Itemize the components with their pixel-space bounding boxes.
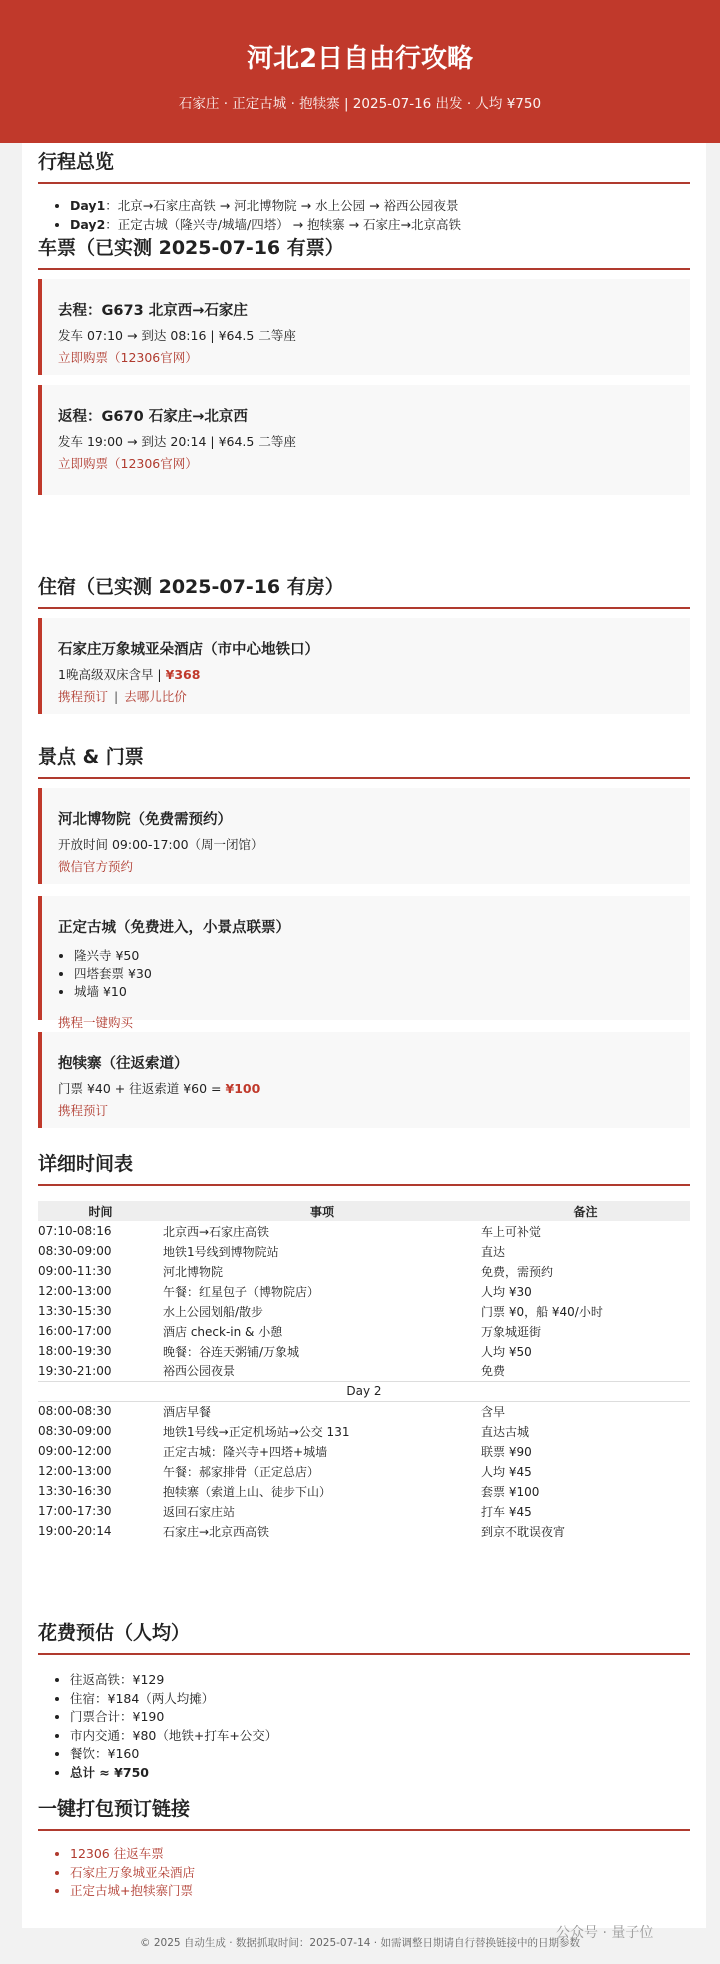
table-row [38, 1361, 690, 1381]
activity-cell: 河北博物院 [163, 1264, 224, 1279]
list-item [70, 196, 690, 215]
hotel-section [38, 572, 690, 704]
activity-cell: 正定古城：隆兴寺+四塔+城墙 [163, 1444, 328, 1459]
time-cell: 16:00-17:00 [38, 1324, 112, 1338]
sights-section [38, 742, 690, 1118]
list-item: • 往返高铁：¥129 [70, 1671, 690, 1690]
note-cell: 直达古城 [481, 1424, 530, 1439]
schedule-table [38, 1201, 690, 1541]
link-12306[interactable]: • 12306 往返车票 [70, 1845, 690, 1864]
note-cell: 打车 ¥45 [481, 1504, 532, 1519]
note-cell: 万象城逛街 [481, 1324, 542, 1339]
note-cell: 含早 [481, 1404, 506, 1419]
table-row [38, 1321, 690, 1341]
hero-banner [0, 0, 720, 143]
section-title: 花费预估（人均） [38, 1618, 690, 1655]
activity-cell: 北京西→石家庄高铁 [163, 1224, 270, 1239]
page-subtitle: 石家庄 · 正定古城 · 抱犊寨 | 2025-07-16 出发 · 人均 ¥750 [178, 96, 542, 112]
section-title: 车票（已实测 2025-07-16 有票） [38, 233, 690, 270]
ticket-title: 返程：G670 石家庄→北京西 [58, 409, 248, 425]
ticket-detail: 发车 07:10 → 到达 08:16 | ¥64.5 二等座 [58, 328, 296, 343]
overview-section [38, 147, 690, 234]
hotel-name: 石家庄万象城亚朵酒店（市中心地铁口） [58, 642, 319, 658]
activity-cell: 水上公园划船/散步 [163, 1304, 264, 1319]
col-header-note: 备注 [481, 1201, 690, 1221]
baodu-card [38, 1032, 690, 1128]
baodu-price-detail: 门票 ¥40 + 往返索道 ¥60 = [58, 1081, 226, 1096]
time-cell: 07:10-08:16 [38, 1224, 112, 1238]
activity-cell: 石家庄→北京西高铁 [163, 1524, 270, 1539]
baodu-price [58, 1080, 674, 1098]
list-item [70, 215, 690, 234]
day-divider-row [38, 1381, 690, 1401]
time-cell: 09:00-11:30 [38, 1264, 112, 1278]
ctrip-booking-link[interactable]: 携程预订 [58, 689, 109, 704]
list-item [70, 1764, 690, 1783]
budget-total: 总计 ≈ ¥750 [70, 1764, 149, 1780]
section-title: 一键打包预订链接 [38, 1794, 690, 1831]
table-row [38, 1341, 690, 1361]
ticket-detail: 发车 19:00 → 到达 20:14 | ¥64.5 二等座 [58, 434, 296, 449]
table-row [38, 1441, 690, 1461]
day-text: ：正定古城（隆兴寺/城墙/四塔） → 抱犊寨 → 石家庄→北京高铁 [105, 217, 462, 232]
activity-cell: 午餐：郝家排骨（正定总店） [163, 1464, 320, 1479]
footer-text: © 2025 自动生成 · 数据抓取时间：2025-07-14 · 如需调整日期请自行替换链接中的日期参数 [140, 1937, 580, 1949]
table-row [38, 1281, 690, 1301]
time-cell: 13:30-15:30 [38, 1304, 112, 1318]
room-type: 1晚高级双床含早 | [58, 667, 166, 682]
time-cell: 08:30-09:00 [38, 1244, 112, 1258]
time-cell: 08:30-09:00 [38, 1424, 112, 1438]
table-row [38, 1421, 690, 1441]
activity-cell: 酒店早餐 [163, 1404, 212, 1419]
buy-ticket-link[interactable]: 立即购票（12306官网） [58, 456, 198, 471]
watermark: 公众号 · 量子位 [556, 1925, 654, 1941]
buy-ticket-link[interactable]: 立即购票（12306官网） [58, 350, 198, 365]
section-title: 住宿（已实测 2025-07-16 有房） [38, 572, 690, 609]
activity-cell: 抱犊寨（索道上山、徒步下山） [163, 1484, 332, 1499]
activity-cell: 晚餐：谷连天粥铺/万象城 [163, 1344, 300, 1359]
ticket-card-outbound [38, 279, 690, 375]
schedule-section [38, 1149, 690, 1541]
day-label: Day2 [70, 217, 106, 232]
list-item: • 隆兴寺 ¥50 [74, 947, 674, 965]
museum-hours: 开放时间 09:00-17:00（周一闭馆） [58, 837, 264, 852]
table-row [38, 1301, 690, 1321]
activity-cell: 裕西公园夜景 [163, 1364, 236, 1379]
ctrip-booking-link[interactable]: 携程预订 [58, 1103, 109, 1118]
time-cell: 08:00-08:30 [38, 1404, 112, 1419]
list-item: • 四塔套票 ¥30 [74, 965, 674, 983]
page-title: 河北2日自由行攻略 [246, 44, 474, 74]
activity-cell: 地铁1号线到博物院站 [163, 1244, 279, 1259]
overview-title: 行程总览 [38, 151, 115, 173]
note-cell: 门票 ¥0，船 ¥40/小时 [481, 1304, 603, 1319]
time-cell: 19:30-21:00 [38, 1363, 112, 1378]
table-row [38, 1241, 690, 1261]
wechat-booking-link[interactable]: 微信官方预约 [58, 859, 134, 874]
activity-cell: 返回石家庄站 [163, 1504, 236, 1519]
time-cell: 12:00-13:00 [38, 1464, 112, 1478]
qunar-compare-link[interactable]: 去哪儿比价 [124, 689, 187, 704]
day-label: Day1 [70, 198, 106, 213]
booking-links-list [70, 1845, 690, 1901]
ctrip-buy-link[interactable]: 携程一键购买 [58, 1015, 134, 1030]
col-header-time: 时间 [38, 1201, 163, 1221]
hotel-links [58, 687, 674, 705]
note-cell: 车上可补觉 [481, 1224, 542, 1239]
col-header-item: 事项 [163, 1201, 481, 1221]
activity-cell: 午餐：红星包子（博物院店） [163, 1284, 320, 1299]
links-section [38, 1794, 690, 1901]
section-title [38, 147, 690, 184]
note-cell: 联票 ¥90 [481, 1444, 532, 1459]
zhengding-card [38, 896, 690, 1030]
content-panel [22, 143, 706, 1928]
table-row [38, 1401, 690, 1421]
note-cell: 到京不耽误夜宵 [481, 1524, 566, 1539]
list-item: • 门票合计：¥190 [70, 1708, 690, 1727]
time-cell: 13:30-16:30 [38, 1484, 112, 1498]
hotel-price: ¥368 [165, 667, 201, 682]
time-cell: 19:00-20:14 [38, 1524, 112, 1538]
overview-list [70, 196, 690, 234]
day2-label: Day 2 [38, 1381, 690, 1401]
museum-card [38, 788, 690, 884]
table-header-row [38, 1201, 690, 1221]
budget-list [70, 1671, 690, 1782]
activity-cell: 地铁1号线→正定机场站→公交 131 [163, 1424, 350, 1439]
note-cell: 免费 [481, 1364, 506, 1379]
hotel-card [38, 618, 690, 714]
list-item: • 餐饮：¥160 [70, 1745, 690, 1764]
ticket-card-return [38, 385, 690, 495]
table-row [38, 1461, 690, 1481]
time-cell: 17:00-17:30 [38, 1504, 112, 1518]
table-row [38, 1261, 690, 1281]
activity-cell: 酒店 check-in & 小憩 [163, 1324, 283, 1339]
list-item: • 市内交通：¥80（地铁+打车+公交） [70, 1727, 690, 1746]
museum-title: 河北博物院（免费需预约） [58, 812, 232, 828]
section-title: 详细时间表 [38, 1149, 690, 1186]
note-cell: 人均 ¥30 [481, 1284, 532, 1299]
day-text: ：北京→石家庄高铁 → 河北博物院 → 水上公园 → 裕西公园夜景 [105, 198, 459, 213]
baodu-title: 抱犊寨（往返索道） [58, 1056, 189, 1072]
time-cell: 09:00-12:00 [38, 1444, 112, 1458]
link-separator: | [114, 689, 119, 704]
time-cell: 12:00-13:00 [38, 1284, 112, 1298]
note-cell: 直达 [481, 1244, 506, 1259]
table-row [38, 1221, 690, 1241]
list-item: • 城墙 ¥10 [74, 983, 674, 1001]
list-item: • 住宿：¥184（两人均摊） [70, 1690, 690, 1709]
table-row [38, 1501, 690, 1521]
budget-section [38, 1618, 690, 1782]
zhengding-ticket-list [74, 947, 674, 1001]
hotel-room [58, 666, 674, 684]
ticket-title: 去程：G673 北京西→石家庄 [58, 303, 248, 319]
table-row [38, 1481, 690, 1501]
note-cell: 人均 ¥45 [481, 1464, 532, 1479]
table-row [38, 1521, 690, 1541]
zhengding-title: 正定古城（免费进入，小景点联票） [58, 920, 290, 936]
section-title: 景点 & 门票 [38, 742, 690, 779]
link-hotel[interactable]: • 石家庄万象城亚朵酒店 [70, 1864, 690, 1883]
tickets-section [38, 233, 690, 471]
note-cell: 套票 ¥100 [481, 1484, 540, 1499]
baodu-total: ¥100 [225, 1081, 261, 1096]
time-cell: 18:00-19:30 [38, 1344, 112, 1358]
note-cell: 免费，需预约 [481, 1264, 554, 1279]
note-cell: 人均 ¥50 [481, 1344, 532, 1359]
link-attraction-tickets[interactable]: • 正定古城+抱犊寨门票 [70, 1882, 690, 1901]
